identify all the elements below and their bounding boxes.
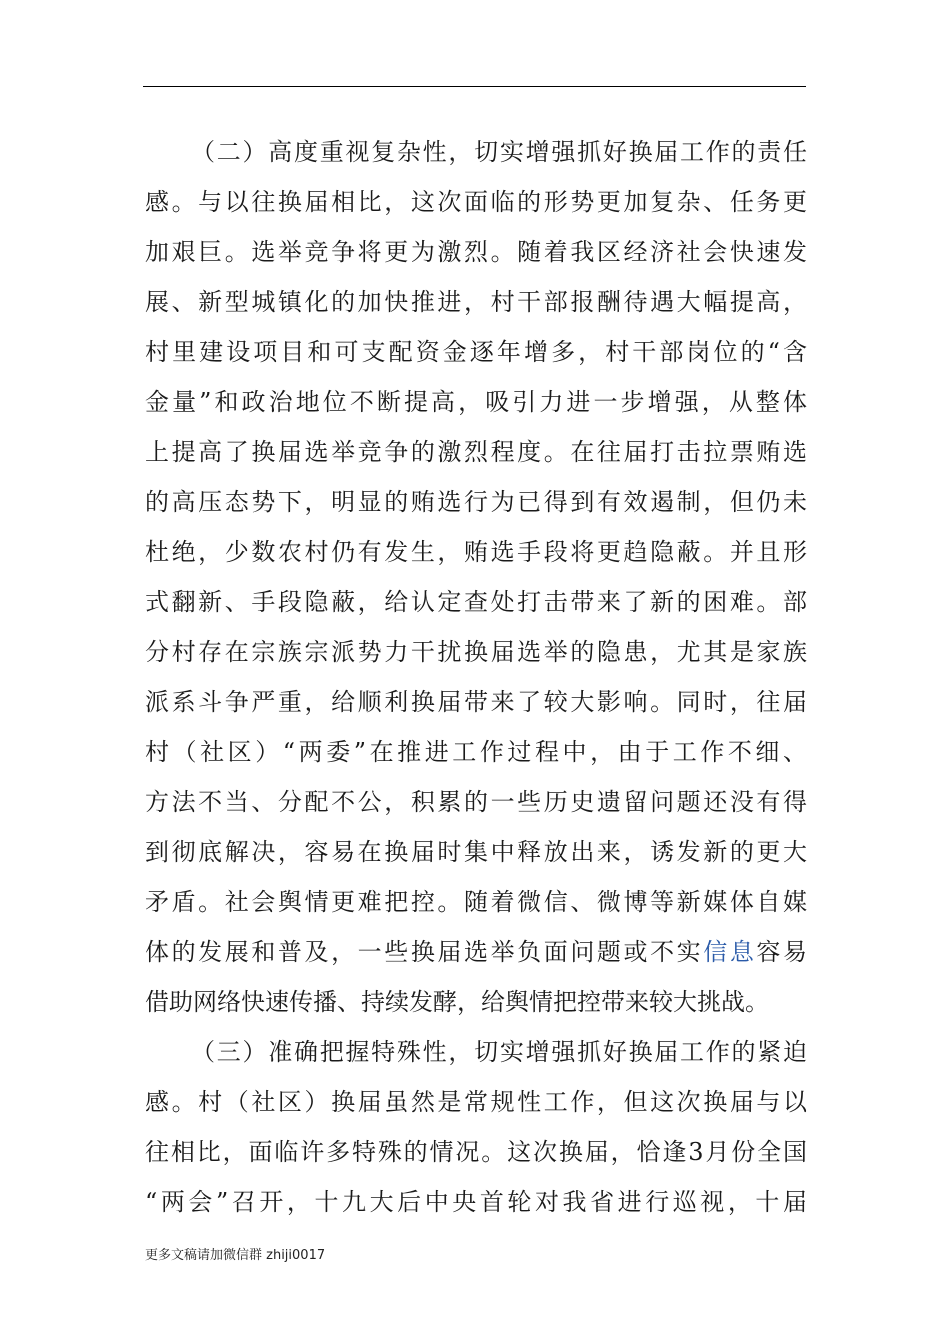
info-link[interactable]: 信息 [703, 938, 757, 966]
text-line: 上提高了换届选举竞争的激烈程度。在往届打击拉票贿选 [145, 438, 807, 466]
text-line: （三）准确把握特殊性，切实增强抓好换届工作的紧迫 [191, 1038, 807, 1066]
text-line: 感。村（社区）换届虽然是常规性工作，但这次换届与以 [145, 1088, 807, 1116]
text-line: 的高压态势下，明显的贿选行为已得到有效遏制，但仍未 [145, 488, 807, 516]
text-line: 感。与以往换届相比，这次面临的形势更加复杂、任务更 [145, 188, 807, 216]
text-line: 方法不当、分配不公，积累的一些历史遗留问题还没有得 [145, 788, 807, 816]
text-line: 派系斗争严重，给顺利换届带来了较大影响。同时，往届 [145, 688, 807, 716]
text-line: 矛盾。社会舆情更难把控。随着微信、微博等新媒体自媒 [145, 888, 807, 916]
text-line: 加艰巨。选举竞争将更为激烈。随着我区经济社会快速发 [145, 238, 807, 266]
document-body [145, 127, 807, 1227]
text-segment: 体的发展和普及，一些换届选举负面问题或不实 [145, 938, 704, 966]
text-line: 展、新型城镇化的加快推进，村干部报酬待遇大幅提高， [145, 288, 807, 316]
text-line [145, 927, 807, 977]
text-line: 往相比，面临许多特殊的情况。这次换届，恰逢3月份全国 [145, 1138, 807, 1166]
text-line: “两会”召开，十九大后中央首轮对我省进行巡视，十届 [145, 1188, 807, 1216]
text-segment: 容易 [756, 938, 808, 966]
text-line: （二）高度重视复杂性，切实增强抓好换届工作的责任 [191, 138, 807, 166]
footer-note: 更多文稿请加微信群 zhiji0017 [145, 1248, 326, 1263]
text-line: 式翻新、手段隐蔽，给认定查处打击带来了新的困难。部 [145, 588, 807, 616]
text-line: 分村存在宗族宗派势力干扰换届选举的隐患，尤其是家族 [145, 638, 807, 666]
text-line: 借助网络快速传播、持续发酵，给舆情把控带来较大挑战。 [145, 988, 769, 1016]
header-rule [143, 86, 806, 87]
text-line: 村里建设项目和可支配资金逐年增多，村干部岗位的“含 [145, 338, 807, 366]
text-line: 到彻底解决，容易在换届时集中释放出来，诱发新的更大 [145, 838, 807, 866]
text-line: 村（社区）“两委”在推进工作过程中，由于工作不细、 [145, 738, 807, 766]
text-line: 杜绝，少数农村仍有发生，贿选手段将更趋隐蔽。并且形 [145, 538, 807, 566]
text-line: 金量”和政治地位不断提高，吸引力进一步增强，从整体 [145, 388, 807, 416]
